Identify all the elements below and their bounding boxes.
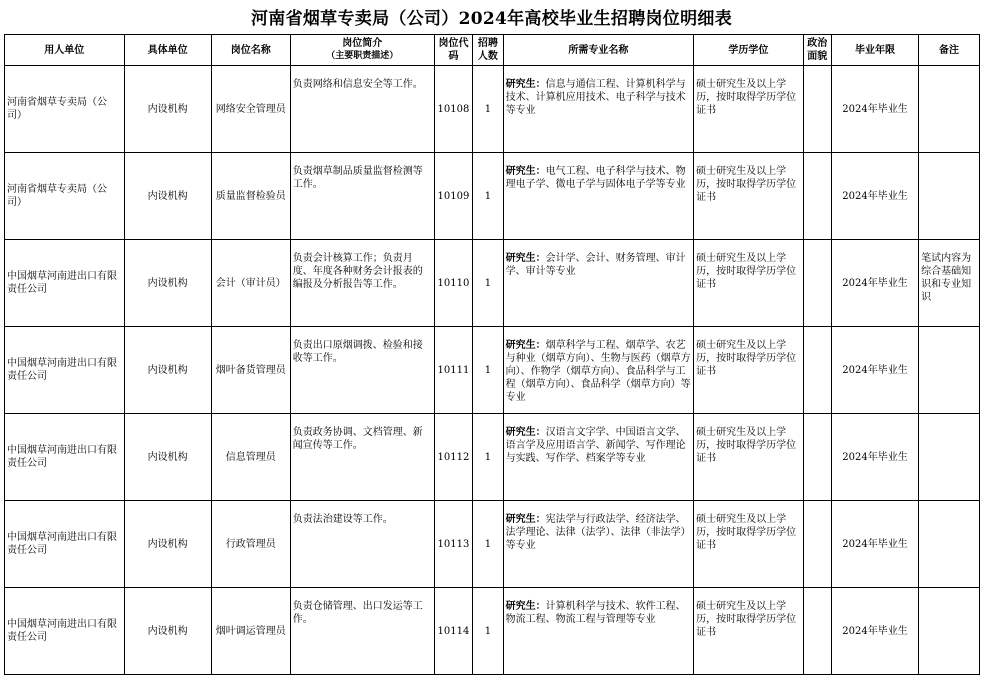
cell-major bbox=[503, 501, 694, 588]
cell-degree: 硕士研究生及以上学历，按时取得学历学位证书 bbox=[694, 240, 803, 327]
cell-political bbox=[803, 501, 831, 588]
cell-intro: 负责会计核算工作；负责月度、年度各种财务会计报表的编报及分析报告等工作。 bbox=[290, 240, 434, 327]
major-prefix: 研究生： bbox=[505, 166, 546, 177]
cell-intro: 负责政务协调、文档管理、新闻宣传等工作。 bbox=[290, 414, 434, 501]
cell-major bbox=[503, 588, 694, 675]
cell-count: 1 bbox=[473, 501, 503, 588]
major-prefix: 研究生： bbox=[505, 340, 546, 351]
header-employer: 用人单位 bbox=[5, 35, 125, 66]
header-note: 备注 bbox=[919, 35, 980, 66]
table-row bbox=[5, 588, 980, 675]
cell-unit: 内设机构 bbox=[124, 501, 211, 588]
cell-code: 10111 bbox=[434, 327, 473, 414]
cell-year: 2024年毕业生 bbox=[831, 66, 918, 153]
cell-code: 10113 bbox=[434, 501, 473, 588]
table-row bbox=[5, 414, 980, 501]
cell-position: 信息管理员 bbox=[211, 414, 290, 501]
major-prefix: 研究生： bbox=[505, 427, 546, 438]
major-text: 计算机科学与技术、软件工程、物流工程、物流工程与管理等专业 bbox=[505, 601, 686, 625]
major-prefix: 研究生： bbox=[505, 514, 546, 525]
cell-note bbox=[919, 66, 980, 153]
cell-major bbox=[503, 414, 694, 501]
header-intro-sub: （主要职责描述） bbox=[326, 51, 399, 61]
cell-employer: 中国烟草河南进出口有限责任公司 bbox=[5, 240, 125, 327]
cell-code: 10114 bbox=[434, 588, 473, 675]
header-code: 岗位代码 bbox=[434, 35, 473, 66]
cell-political bbox=[803, 414, 831, 501]
page-title: 河南省烟草专卖局（公司）2024年高校毕业生招聘岗位明细表 bbox=[250, 9, 732, 29]
cell-major bbox=[503, 327, 694, 414]
cell-year: 2024年毕业生 bbox=[831, 501, 918, 588]
recruitment-table bbox=[4, 34, 980, 675]
cell-position: 烟叶备货管理员 bbox=[211, 327, 290, 414]
header-year: 毕业年限 bbox=[831, 35, 918, 66]
major-text: 信息与通信工程、计算机科学与技术、计算机应用技术、电子科学与技术等专业 bbox=[505, 79, 686, 116]
cell-employer: 中国烟草河南进出口有限责任公司 bbox=[5, 414, 125, 501]
cell-note bbox=[919, 414, 980, 501]
cell-position: 会计（审计员） bbox=[211, 240, 290, 327]
header-intro-main: 岗位简介 bbox=[342, 38, 383, 49]
cell-year: 2024年毕业生 bbox=[831, 414, 918, 501]
cell-count: 1 bbox=[473, 588, 503, 675]
cell-note bbox=[919, 327, 980, 414]
major-text: 电气工程、电子科学与技术、物理电子学、微电子学与固体电子学等专业 bbox=[505, 166, 686, 190]
header-row bbox=[5, 35, 980, 66]
cell-unit: 内设机构 bbox=[124, 414, 211, 501]
cell-degree: 硕士研究生及以上学历，按时取得学历学位证书 bbox=[694, 153, 803, 240]
cell-year: 2024年毕业生 bbox=[831, 153, 918, 240]
cell-major bbox=[503, 153, 694, 240]
cell-count: 1 bbox=[473, 66, 503, 153]
cell-unit: 内设机构 bbox=[124, 240, 211, 327]
cell-degree: 硕士研究生及以上学历，按时取得学历学位证书 bbox=[694, 327, 803, 414]
header-count: 招聘人数 bbox=[473, 35, 503, 66]
major-text: 宪法学与行政法学、经济法学、法学理论、法律（法学）、法律（非法学）等专业 bbox=[505, 514, 691, 551]
cell-political bbox=[803, 327, 831, 414]
cell-year: 2024年毕业生 bbox=[831, 588, 918, 675]
major-text: 汉语言文字学、中国语言文学、语言学及应用语言学、新闻学、写作理论与实践、写作学、档案学等专业 bbox=[505, 427, 686, 464]
cell-note bbox=[919, 153, 980, 240]
cell-political bbox=[803, 588, 831, 675]
header-political: 政治面貌 bbox=[803, 35, 831, 66]
cell-position: 质量监督检验员 bbox=[211, 153, 290, 240]
cell-intro: 负责网络和信息安全等工作。 bbox=[290, 66, 434, 153]
cell-note: 笔试内容为综合基础知识和专业知识 bbox=[919, 240, 980, 327]
header-intro bbox=[290, 35, 434, 66]
header-position: 岗位名称 bbox=[211, 35, 290, 66]
major-prefix: 研究生： bbox=[505, 253, 546, 264]
cell-note bbox=[919, 588, 980, 675]
cell-employer: 中国烟草河南进出口有限责任公司 bbox=[5, 501, 125, 588]
cell-position: 烟叶调运管理员 bbox=[211, 588, 290, 675]
major-text: 烟草科学与工程、烟草学、农艺与种业（烟草方向）、生物与医药（烟草方向）、作物学（烟草方向）、食品科学与工程（烟草方向）、食品科学（烟草方向）等专业 bbox=[505, 340, 691, 403]
cell-intro: 负责法治建设等工作。 bbox=[290, 501, 434, 588]
cell-count: 1 bbox=[473, 240, 503, 327]
table-row bbox=[5, 66, 980, 153]
cell-intro: 负责仓储管理、出口发运等工作。 bbox=[290, 588, 434, 675]
major-text: 会计学、会计、财务管理、审计学、审计等专业 bbox=[505, 253, 686, 277]
cell-degree: 硕士研究生及以上学历，按时取得学历学位证书 bbox=[694, 414, 803, 501]
major-prefix: 研究生： bbox=[505, 601, 546, 612]
cell-political bbox=[803, 240, 831, 327]
header-major: 所需专业名称 bbox=[503, 35, 694, 66]
cell-count: 1 bbox=[473, 414, 503, 501]
cell-year: 2024年毕业生 bbox=[831, 327, 918, 414]
header-unit: 具体单位 bbox=[124, 35, 211, 66]
cell-unit: 内设机构 bbox=[124, 327, 211, 414]
cell-employer: 中国烟草河南进出口有限责任公司 bbox=[5, 588, 125, 675]
cell-major bbox=[503, 66, 694, 153]
table-row bbox=[5, 327, 980, 414]
cell-position: 网络安全管理员 bbox=[211, 66, 290, 153]
cell-unit: 内设机构 bbox=[124, 66, 211, 153]
cell-political bbox=[803, 66, 831, 153]
cell-count: 1 bbox=[473, 153, 503, 240]
cell-unit: 内设机构 bbox=[124, 153, 211, 240]
major-prefix: 研究生： bbox=[505, 79, 546, 90]
cell-intro: 负责烟草制品质量监督检测等工作。 bbox=[290, 153, 434, 240]
cell-code: 10112 bbox=[434, 414, 473, 501]
cell-code: 10110 bbox=[434, 240, 473, 327]
cell-unit: 内设机构 bbox=[124, 588, 211, 675]
cell-count: 1 bbox=[473, 327, 503, 414]
header-degree: 学历学位 bbox=[694, 35, 803, 66]
table-row bbox=[5, 501, 980, 588]
cell-code: 10108 bbox=[434, 66, 473, 153]
cell-political bbox=[803, 153, 831, 240]
cell-degree: 硕士研究生及以上学历，按时取得学历学位证书 bbox=[694, 588, 803, 675]
cell-position: 行政管理员 bbox=[211, 501, 290, 588]
cell-note bbox=[919, 501, 980, 588]
cell-major bbox=[503, 240, 694, 327]
cell-employer: 中国烟草河南进出口有限责任公司 bbox=[5, 327, 125, 414]
cell-code: 10109 bbox=[434, 153, 473, 240]
cell-degree: 硕士研究生及以上学历，按时取得学历学位证书 bbox=[694, 501, 803, 588]
cell-employer: 河南省烟草专卖局（公司） bbox=[5, 153, 125, 240]
cell-employer: 河南省烟草专卖局（公司） bbox=[5, 66, 125, 153]
cell-intro: 负责出口原烟调拨、检验和接收等工作。 bbox=[290, 327, 434, 414]
cell-degree: 硕士研究生及以上学历，按时取得学历学位证书 bbox=[694, 66, 803, 153]
table-row bbox=[5, 153, 980, 240]
cell-year: 2024年毕业生 bbox=[831, 240, 918, 327]
table-row bbox=[5, 240, 980, 327]
